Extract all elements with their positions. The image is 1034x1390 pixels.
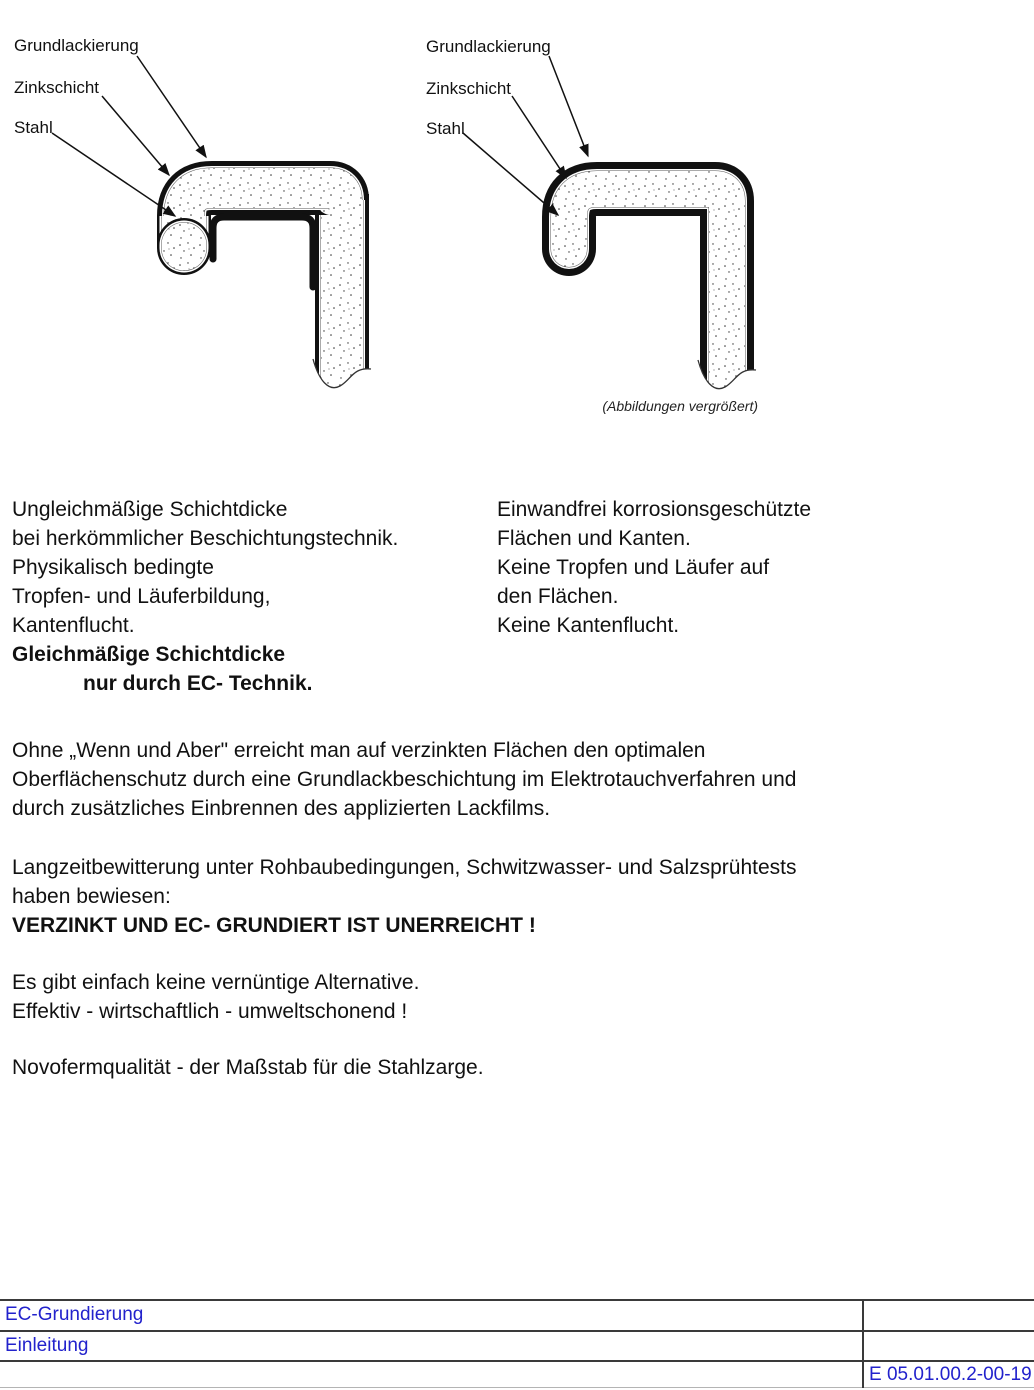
text-line: Physikalisch bedingte: [12, 556, 214, 579]
label-zinkschicht-right: Zinkschicht: [426, 79, 512, 98]
arrow-grundlackierung-left: [137, 56, 206, 157]
label-stahl-right: Stahl: [426, 119, 465, 138]
label-grundlackierung-left: Grundlackierung: [14, 36, 139, 55]
text-line: Effektiv - wirtschaftlich - umweltschonend !: [12, 1000, 408, 1023]
text-line: Novofermqualität - der Maßstab für die Stahlzarge.: [12, 1056, 484, 1079]
paragraph-3: [12, 968, 419, 1026]
arrow-zinkschicht-right: [512, 96, 566, 178]
footer-link-ec-grundierung[interactable]: EC-Grundierung: [5, 1304, 144, 1325]
footer-rule-bottom: [0, 1387, 1034, 1388]
text-line: Kantenflucht.: [12, 614, 135, 637]
arrow-stahl-left: [52, 133, 175, 216]
text-line: Ungleichmäßige Schichtdicke: [12, 498, 288, 521]
paragraph-2: [12, 853, 797, 940]
text-line: Ohne „Wenn und Aber" erreicht man auf verzinkten Flächen den optimalen: [12, 739, 706, 762]
paragraph-1: [12, 736, 796, 823]
footer-rule-middle: [0, 1330, 1034, 1332]
text-line: Flächen und Kanten.: [497, 527, 691, 550]
comparison-left-column: [12, 495, 398, 698]
arrow-grundlackierung-right: [549, 56, 588, 156]
comparison-right-column: [497, 495, 811, 640]
label-zinkschicht-left: Zinkschicht: [14, 78, 100, 97]
footer-rule-top: [0, 1299, 1034, 1301]
text-line-bold: nur durch EC- Technik.: [83, 672, 313, 695]
text-line: den Flächen.: [497, 585, 619, 608]
text-line: Oberflächenschutz durch eine Grundlackbeschichtung im Elektrotauchverfahren und: [12, 768, 797, 791]
text-line: Einwandfrei korrosionsgeschützte: [497, 498, 811, 521]
text-line: haben bewiesen:: [12, 885, 171, 908]
text-line: Langzeitbewitterung unter Rohbaubedingungen, Schwitzwasser- und Salzsprühtests: [12, 856, 797, 879]
text-line: Keine Tropfen und Läufer auf: [497, 556, 770, 579]
left-profile-conventional-coating: [184, 188, 371, 423]
diagram-caption: (Abbildungen vergrößert): [602, 398, 758, 414]
label-grundlackierung-right: Grundlackierung: [426, 37, 551, 56]
text-line: Tropfen- und Läuferbildung,: [12, 585, 271, 608]
profile-cross-section-diagrams: [0, 0, 1034, 440]
footer-link-einleitung[interactable]: Einleitung: [5, 1335, 89, 1356]
right-profile-ec-coating: [569, 189, 756, 424]
paragraph-4: [12, 1053, 484, 1082]
right-profile-body: [569, 189, 727, 391]
footer-column-divider: [862, 1299, 864, 1388]
label-stahl-left: Stahl: [14, 118, 53, 137]
text-line: durch zusätzliches Einbrennen des applizierten Lackfilms.: [12, 797, 551, 820]
footer-rule-lower: [0, 1360, 1034, 1362]
footer-doc-id: E 05.01.00.2-00-19: [869, 1364, 1032, 1385]
left-profile-pooled-coating: [213, 217, 313, 287]
text-line: Keine Kantenflucht.: [497, 614, 680, 637]
text-line-bold: Gleichmäßige Schichtdicke: [12, 643, 286, 666]
arrow-zinkschicht-left: [102, 96, 169, 175]
text-line-bold: VERZINKT UND EC- GRUNDIERT IST UNERREICHT !: [12, 914, 536, 937]
text-line: bei herkömmlicher Beschichtungstechnik.: [12, 527, 399, 550]
text-line: Es gibt einfach keine vernüntige Alternative.: [12, 971, 420, 994]
